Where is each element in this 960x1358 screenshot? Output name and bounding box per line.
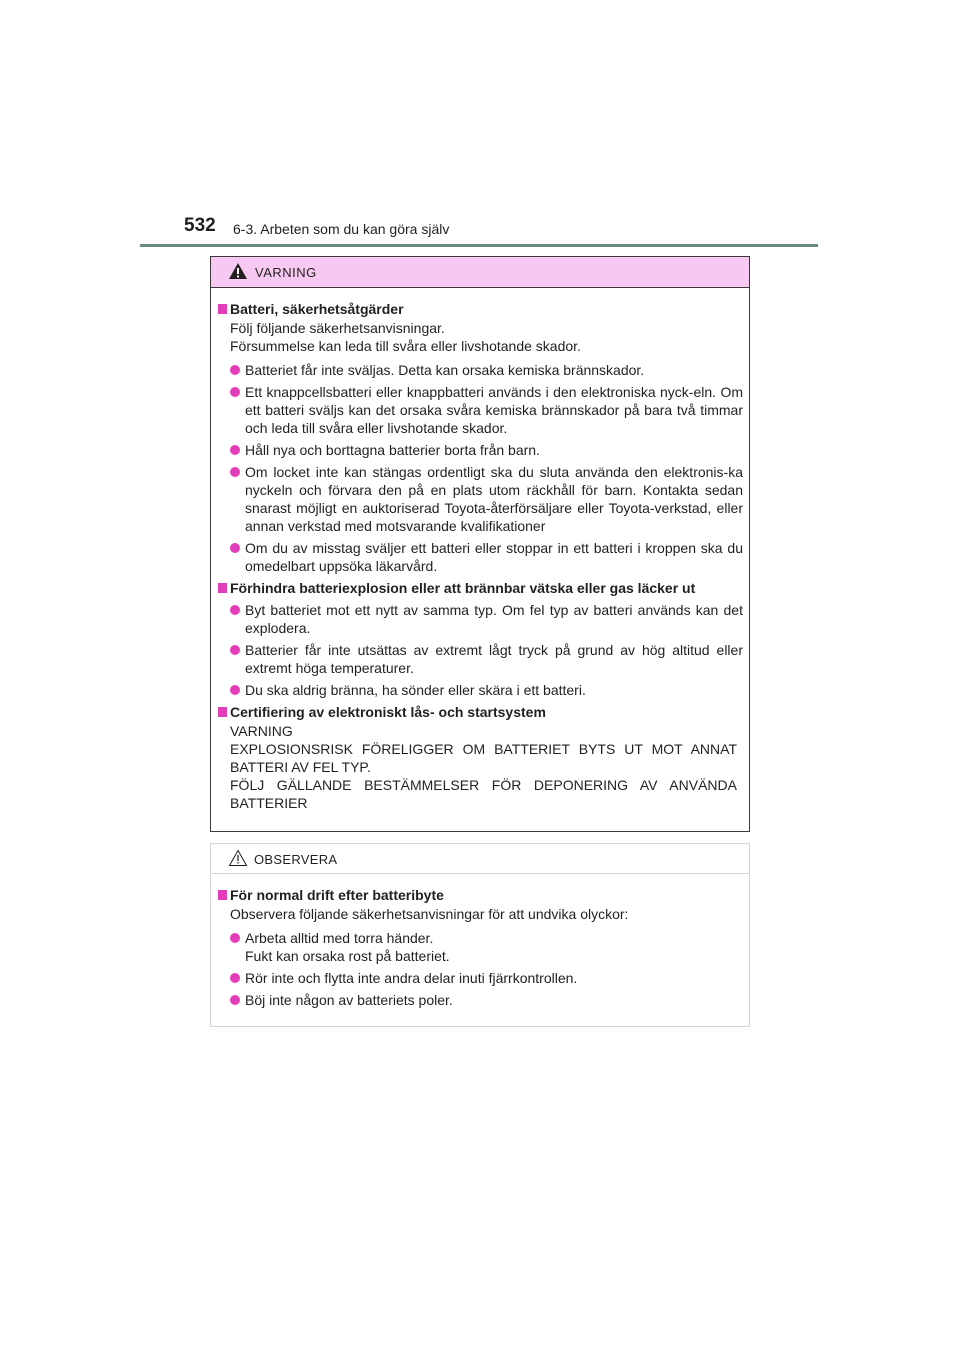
warning-title: VARNING (255, 265, 317, 280)
header-divider (140, 244, 818, 247)
warning-bullet: Ett knappcellsbatteri eller knappbatteri används i den elektroniska nyck-eln. Om ett batteri sväljs kan det orsaka svåra kemiska brännskador på bara två timmar och leda till svåra eller livshotande skador. (217, 383, 743, 437)
certification-warning-text (217, 722, 743, 812)
notice-bullet-line: Fukt kan orsaka rost på batteriet. (245, 948, 450, 964)
notice-bullet-line: Arbeta alltid med torra händer. (245, 930, 434, 946)
warning-bullet: Om du av misstag sväljer ett batteri eller stoppar in ett batteri i kroppen ska du omedelbart uppsöka läkarvård. (217, 539, 743, 575)
notice-title: OBSERVERA (254, 852, 338, 867)
warning-content (211, 288, 749, 812)
notice-box (210, 843, 750, 1027)
warning-bullet: Du ska aldrig bränna, ha sönder eller skära i ett batteri. (217, 681, 743, 699)
warning-box (210, 256, 750, 832)
warning-triangle-icon (228, 262, 248, 280)
notice-bullet (217, 929, 743, 965)
warning-bullet: Om locket inte kan stängas ordentligt ska du sluta använda den elektronis-ka nyckeln och förvara den på en plats utom räckhåll för barn. Kontakta sedan snarast möjligt en auktoriserad Toyota-återförsäljare eller Toyota-verkstad, eller annan verkstad med motsvarande kvalifikationer (217, 463, 743, 535)
certification-line: VARNING (230, 723, 293, 739)
page-number: 532 (184, 215, 216, 236)
warning-bullet: Byt batteriet mot ett nytt av samma typ. Om fel typ av batteri används kan det explodera. (217, 601, 743, 637)
certification-line: EXPLOSIONSRISK FÖRELIGGER OM BATTERIET BYTS UT MOT ANNAT BATTERI AV FEL TYP. (230, 741, 737, 775)
caution-triangle-icon (228, 849, 248, 867)
warning-bullet: Håll nya och borttagna batterier borta från barn. (217, 441, 743, 459)
warning-section-heading: Batteri, säkerhetsåtgärder (217, 300, 743, 318)
warning-bullet: Batterier får inte utsättas av extremt lågt tryck på grund av hög altitud eller extremt höga temperaturer. (217, 641, 743, 677)
notice-content (211, 874, 749, 1009)
certification-line: FÖLJ GÄLLANDE BESTÄMMELSER FÖR DEPONERING AV ANVÄNDA BATTERIER (230, 777, 737, 811)
warning-section-heading: Certifiering av elektroniskt lås- och startsystem (217, 703, 743, 721)
notice-heading: För normal drift efter batteribyte (217, 886, 743, 904)
notice-header (211, 844, 749, 874)
warning-header (211, 257, 749, 288)
section-title: 6-3. Arbeten som du kan göra själv (233, 221, 450, 237)
notice-bullet: Rör inte och flytta inte andra delar inuti fjärrkontrollen. (217, 969, 743, 987)
notice-bullet: Böj inte någon av batteriets poler. (217, 991, 743, 1009)
warning-section-heading: Förhindra batteriexplosion eller att brännbar vätska eller gas läcker ut (217, 579, 743, 597)
warning-paragraph: Försummelse kan leda till svåra eller livshotande skador. (230, 338, 581, 354)
warning-bullet: Batteriet får inte sväljas. Detta kan orsaka kemiska brännskador. (217, 361, 743, 379)
warning-paragraph: Följ följande säkerhetsanvisningar. (230, 320, 445, 336)
notice-paragraph: Observera följande säkerhetsanvisningar för att undvika olyckor: (230, 906, 629, 922)
